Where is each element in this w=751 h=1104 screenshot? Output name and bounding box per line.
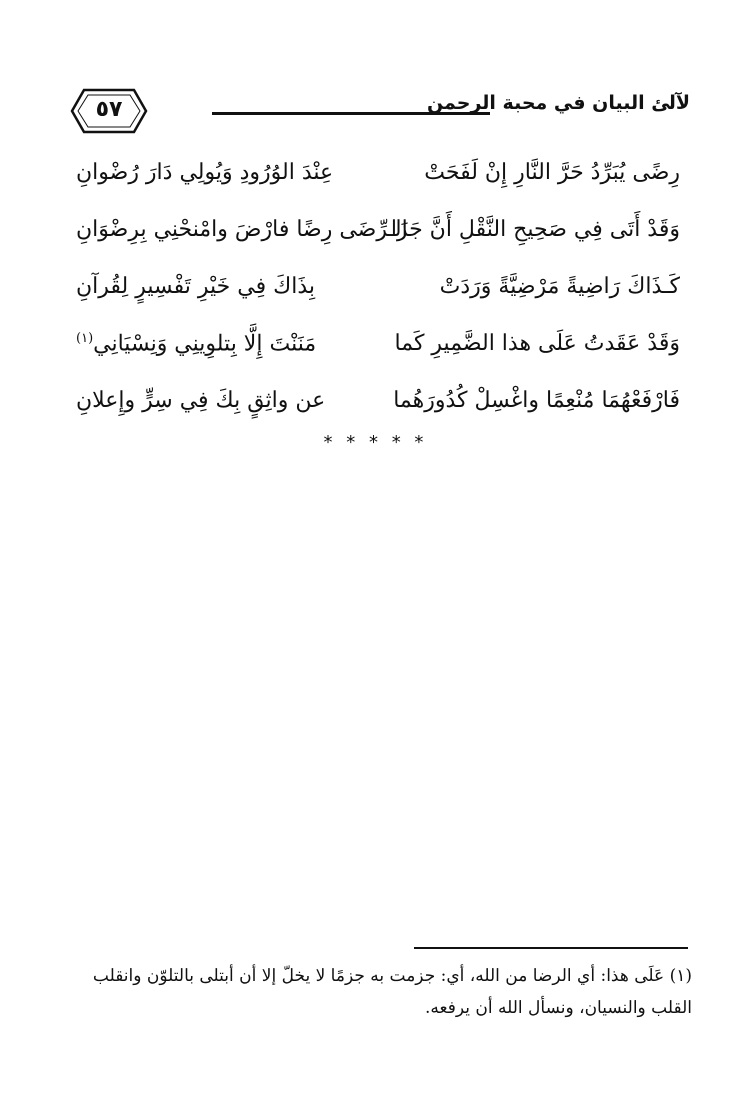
verse-4 bbox=[70, 323, 680, 380]
verse-4-second-text: مَنَنْتَ إِلَّا بِتلوِينِي وَنِسْيَانِي bbox=[93, 331, 317, 357]
verse-3 bbox=[70, 266, 680, 323]
verse-2 bbox=[70, 209, 680, 266]
footnote-reference: (١) bbox=[76, 331, 94, 346]
page-number-badge bbox=[70, 86, 148, 136]
verse-1-first-hemistich: رِضًى يُبَرِّدُ حَرَّ النَّارِ إِنْ لَفَحَتْ bbox=[424, 160, 680, 185]
verse-2-second-hemistich: الـرِّضَى رِضًا فارْضَ وامْنحْنِي بِرِضْوَانِ bbox=[76, 217, 408, 242]
poem bbox=[70, 152, 680, 437]
verse-2-first-hemistich: وَقَدْ أَتَى فِي صَحِيحِ النَّقْلِ أَنَّ جَزَا bbox=[390, 217, 680, 242]
verse-1-second-hemistich: عِنْدَ الوُرُودِ وَيُولِي دَارَ رُضْوانِ bbox=[76, 160, 334, 185]
book-title: لآلئ البيان في محبة الرحمن bbox=[426, 92, 690, 114]
verse-4-second-hemistich bbox=[76, 331, 316, 356]
footnote-rule bbox=[414, 947, 688, 949]
page-header bbox=[70, 82, 690, 142]
verse-3-second-hemistich: بِذَاكَ فِي خَيْرِ تَفْسِيرٍ لِقُرآنِ bbox=[76, 274, 316, 299]
verse-5-second-hemistich: عن واثِقٍ بِكَ فِي سِرٍّ وإِعلانِ bbox=[76, 388, 326, 413]
verse-5-first-hemistich: فَارْفَعْهُمَا مُنْعِمًا واغْسِلْ كُدُورَهُما bbox=[393, 388, 680, 413]
verse-5 bbox=[70, 380, 680, 437]
verse-1 bbox=[70, 152, 680, 209]
verse-4-first-hemistich: وَقَدْ عَقَدتُ عَلَى هذا الضَّمِيرِ كَما bbox=[394, 331, 680, 356]
verse-3-first-hemistich: كَـذَاكَ رَاضِيةً مَرْضِيَّةً وَرَدَتْ bbox=[439, 274, 680, 299]
page-number: ٥٧ bbox=[95, 97, 123, 122]
section-separator: * * * * * bbox=[323, 432, 428, 453]
footnote: (١) عَلَى هذا: أي الرضا من الله، أي: جزمت به جزمًا لا يخلّ إلا أن أبتلى بالتلوّن وانقلب القلب والنسيان، ونسأل الله أن يرفعه. bbox=[92, 966, 692, 1018]
